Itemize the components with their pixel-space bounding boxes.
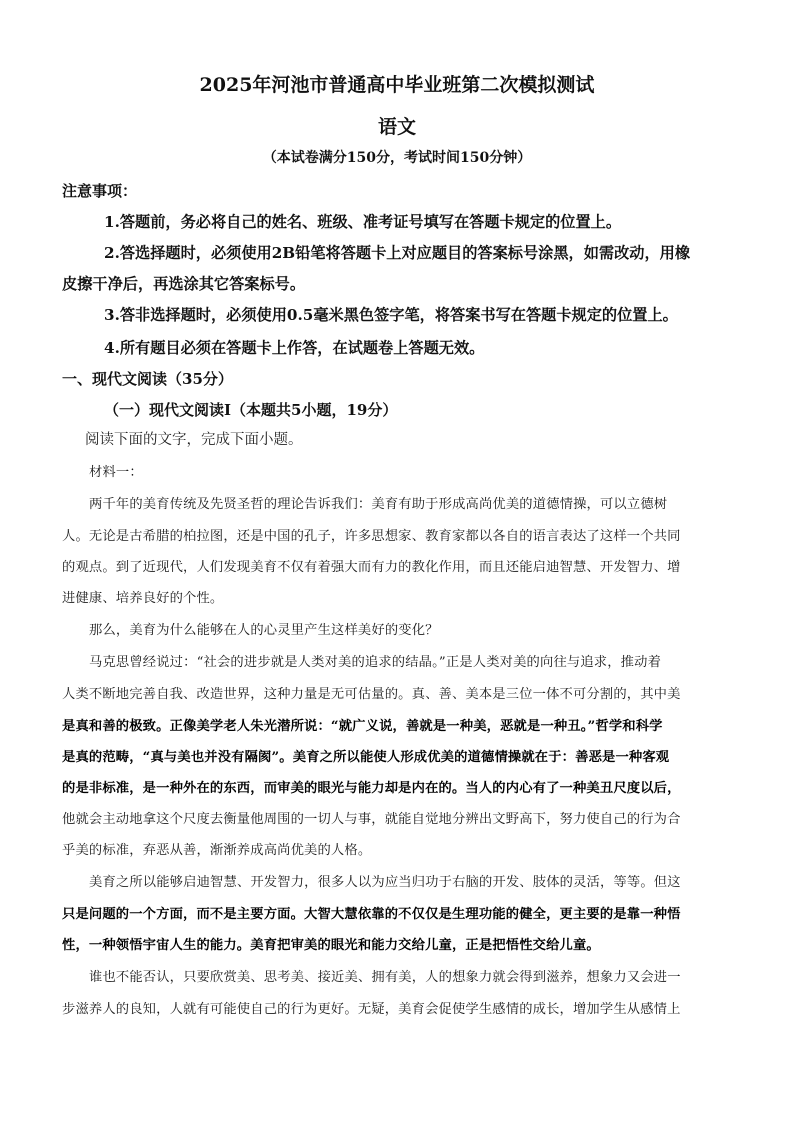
- passage-line: 是真的范畴，“真与美也并没有隔阂”。美育之所以能使人形成优美的道德情操就在于：善恶是一种客观: [62, 750, 670, 765]
- passage-line: 马克思曾经说过：“社会的进步就是人类对美的追求的结晶。”正是人类对美的向往与追求，推动着: [89, 655, 662, 670]
- passage-line: 美育之所以能够启迪智慧、开发智力，很多人以为应当归功于右脑的开发、肢体的灵活，等等。但这: [89, 875, 681, 890]
- passage-line: 乎美的标准，弃恶从善，渐渐养成高尚优美的人格。: [62, 843, 372, 858]
- material-label: 材料一：: [89, 465, 143, 480]
- passage-line: 的是非标准，是一种外在的东西，而审美的眼光与能力却是内在的。当人的内心有了一种美丑尺度以后，: [62, 781, 681, 796]
- instruction-item: 2.答选择题时，必须使用2B铅笔将答题卡上对应题目的答案标号涂黑，如需改动，用橡: [104, 244, 691, 262]
- passage-line: 步滋养人的良知，人就有可能使自己的行为更好。无疑，美育会促使学生感情的成长，增加学生从感情上: [62, 1002, 681, 1017]
- passage-line: 人。无论是古希腊的柏拉图，还是中国的孔子，许多思想家、教育家都以各自的语言表达了这样一个共同: [62, 529, 681, 544]
- instruction-item: 1.答题前，务必将自己的姓名、班级、准考证号填写在答题卡规定的位置上。: [104, 213, 622, 231]
- section-heading: 一、现代文阅读（35分）: [62, 370, 233, 388]
- passage-line: 他就会主动地拿这个尺度去衡量他周围的一切人与事，就能自觉地分辨出文野高下，努力使自己的行为合: [62, 812, 681, 827]
- passage-line: 谁也不能否认，只要欣赏美、思考美、接近美、拥有美，人的想象力就会得到滋养，想象力又会进一: [89, 970, 681, 985]
- passage-line: 的观点。到了近现代，人们发现美育不仅有着强大而有力的教化作用，而且还能启迪智慧、开发智力、增: [62, 560, 681, 575]
- exam-title: 2025年河池市普通高中毕业班第二次模拟测试: [199, 74, 595, 96]
- instruction-item: 4.所有题目必须在答题卡上作答，在试题卷上答题无效。: [104, 339, 485, 357]
- reading-directions: 阅读下面的文字，完成下面小题。: [85, 432, 303, 448]
- passage-line: 只是问题的一个方面，而不是主要方面。大智大慧依靠的不仅仅是生理功能的健全，更主要的是靠一种悟: [62, 907, 681, 922]
- passage-line: 人类不断地完善自我、改造世界，这种力量是无可估量的。真、善、美本是三位一体不可分割的，其中美: [62, 687, 681, 702]
- instruction-item: 3.答非选择题时，必须使用0.5毫米黑色签字笔，将答案书写在答题卡规定的位置上。: [104, 306, 678, 324]
- subject-title: 语文: [377, 116, 416, 138]
- instruction-item-continuation: 皮擦干净后，再选涂其它答案标号。: [62, 275, 305, 293]
- instructions-heading: 注意事项：: [62, 182, 138, 200]
- exam-note: （本试卷满分150分，考试时间150分钟）: [262, 150, 532, 166]
- passage-line: 进健康、培养良好的个性。: [62, 591, 224, 606]
- passage-line: 性，一种领悟宇宙人生的能力。美育把审美的眼光和能力交给儿童，正是把悟性交给儿童。: [62, 938, 600, 953]
- passage-line: 那么，美育为什么能够在人的心灵里产生这样美好的变化？: [89, 623, 439, 638]
- passage-line: 是真和善的极致。正像美学老人朱光潜所说：“就广义说，善就是一种美，恶就是一种丑。”哲学和科学: [62, 719, 663, 734]
- passage-line: 两千年的美育传统及先贤圣哲的理论告诉我们：美育有助于形成高尚优美的道德情操，可以立德树: [89, 497, 668, 512]
- subsection-heading: （一）现代文阅读Ⅰ（本题共5小题，19分）: [104, 401, 398, 419]
